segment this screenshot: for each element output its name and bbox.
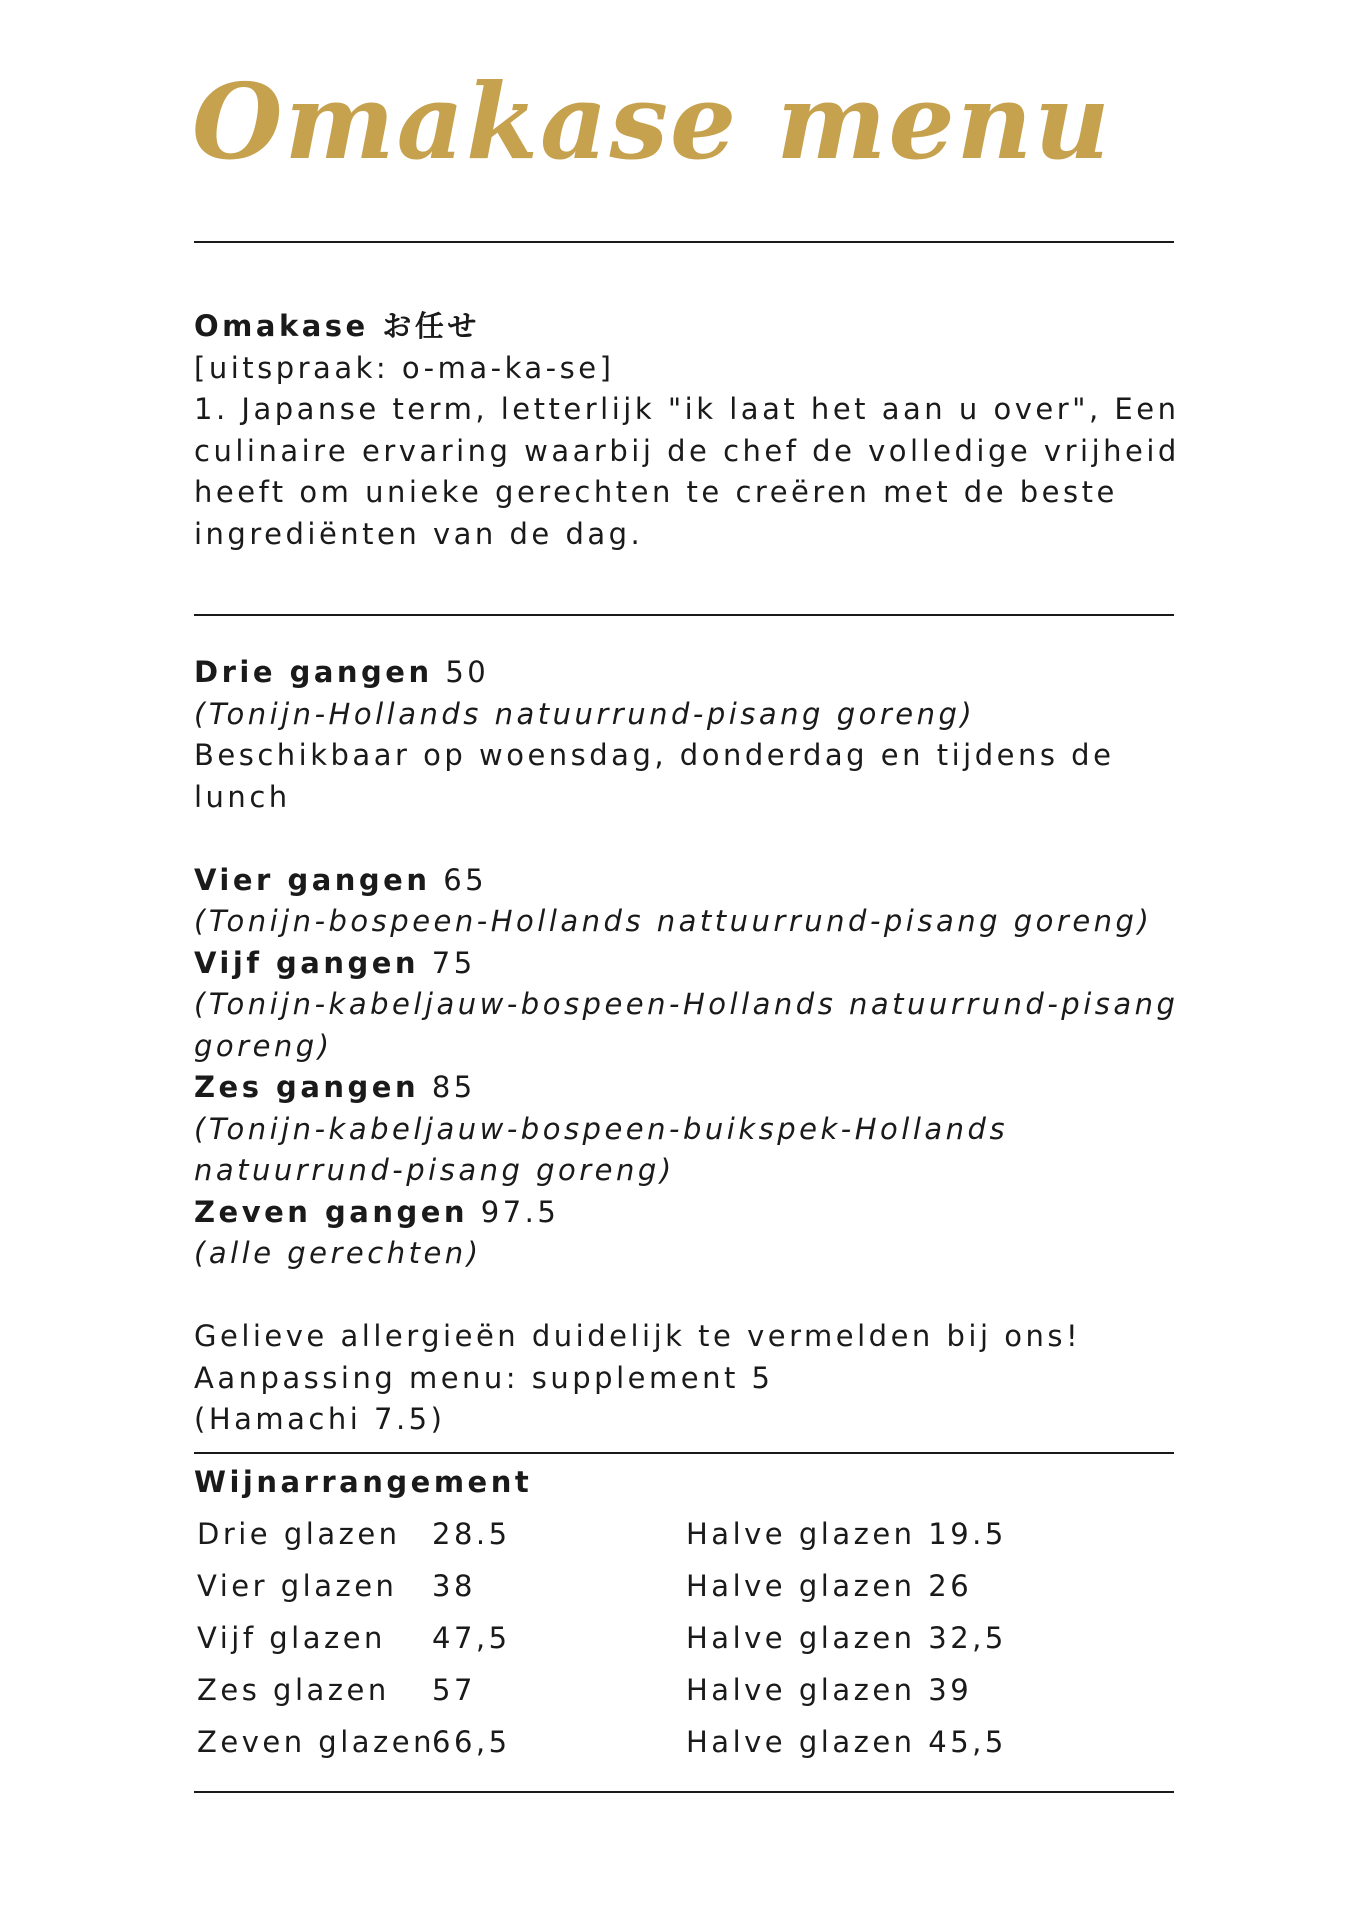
wine-row	[0, 1664, 1357, 1716]
divider	[194, 1791, 1174, 1793]
wine-row	[0, 1508, 1357, 1560]
menu-item-dishes: (Tonijn-kabeljauw-bospeen-Hollands natuurrund-pisang	[194, 987, 1179, 1021]
menu-item-four	[194, 860, 1184, 902]
definition-line: heeft om unieke gerechten te creëren met de beste	[194, 475, 1118, 509]
definition-pronunciation: [uitspraak: o-ma-ka-se]	[194, 350, 615, 385]
wine-price: 57	[432, 1673, 476, 1707]
divider	[194, 1452, 1174, 1454]
menu-item-name: Vijf gangen	[194, 945, 420, 980]
menu-item-price: 97.5	[480, 1194, 560, 1229]
note-hamachi: (Hamachi 7.5)	[194, 1402, 446, 1436]
wine-price: 66,5	[432, 1725, 511, 1759]
wine-price: 38	[432, 1569, 476, 1603]
page-title: Omakase menu	[192, 60, 1112, 183]
divider	[194, 614, 1174, 616]
note-allergy: Gelieve allergieën duidelijk te vermelden bij ons!	[194, 1319, 1082, 1353]
definition-block	[194, 306, 1184, 555]
menu-item-seven	[194, 1192, 1184, 1234]
spacer	[194, 818, 1184, 860]
menu-item-price: 75	[431, 945, 476, 980]
menu-item-five	[194, 943, 1184, 985]
wine-name: Drie glazen	[197, 1517, 401, 1551]
menu-item-price: 85	[431, 1070, 476, 1104]
menu-item-six	[194, 1067, 1184, 1109]
menu-item-name: Zeven gangen	[194, 1194, 469, 1229]
menu-item-name: Vier gangen	[194, 862, 431, 897]
wine-price: 28.5	[432, 1517, 511, 1551]
wine-name: Zeven glazen	[197, 1725, 435, 1759]
menu-item-dishes: natuurrund-pisang goreng)	[194, 1153, 675, 1187]
wine-half: Halve glazen 39	[686, 1673, 973, 1707]
divider	[194, 241, 1174, 243]
definition-line: culinaire ervaring waarbij de chef de volledige vrijheid	[194, 433, 1180, 468]
menu-item-price: 65	[443, 862, 488, 897]
menu-item-name: Zes gangen	[194, 1070, 420, 1104]
wine-half: Halve glazen 19.5	[686, 1517, 1007, 1551]
definition-line: ingrediënten van de dag.	[194, 516, 644, 551]
definition-line: 1. Japanse term, letterlijk "ik laat het aan u over", Een	[194, 392, 1180, 426]
wine-row	[0, 1612, 1357, 1664]
menu-item-three	[194, 652, 1184, 694]
menu-item-dishes: goreng)	[194, 1028, 333, 1063]
definition-term: Omakase お任せ	[194, 309, 480, 343]
spacer	[194, 1275, 1184, 1317]
wine-name: Vier glazen	[197, 1569, 398, 1603]
wine-half: Halve glazen 32,5	[686, 1621, 1007, 1655]
menu-item-price: 50	[445, 655, 490, 689]
menu-item-note: Beschikbaar op woensdag, donderdag en tijdens de	[194, 738, 1115, 772]
menu-options	[194, 652, 1184, 1441]
menu-item-name: Drie gangen	[194, 655, 433, 689]
wine-half: Halve glazen 45,5	[686, 1725, 1007, 1759]
menu-item-dishes: (Tonijn-kabeljauw-bospeen-buikspek-Hollands	[194, 1111, 1009, 1146]
wine-row	[0, 1716, 1357, 1768]
wine-name: Vijf glazen	[197, 1621, 386, 1655]
wine-row	[0, 1560, 1357, 1612]
wine-half: Halve glazen 26	[686, 1569, 973, 1603]
wine-price: 47,5	[432, 1621, 511, 1655]
menu-item-dishes: (Tonijn-bospeen-Hollands nattuurrund-pisang goreng)	[194, 904, 1153, 938]
wine-name: Zes glazen	[197, 1673, 390, 1707]
menu-item-note: lunch	[194, 779, 291, 814]
note-supplement: Aanpassing menu: supplement 5	[194, 1360, 774, 1395]
menu-item-dishes: (Tonijn-Hollands natuurrund-pisang goreng)	[194, 696, 976, 731]
wine-title: Wijnarrangement	[194, 1465, 533, 1499]
menu-item-dishes: (alle gerechten)	[194, 1236, 482, 1270]
